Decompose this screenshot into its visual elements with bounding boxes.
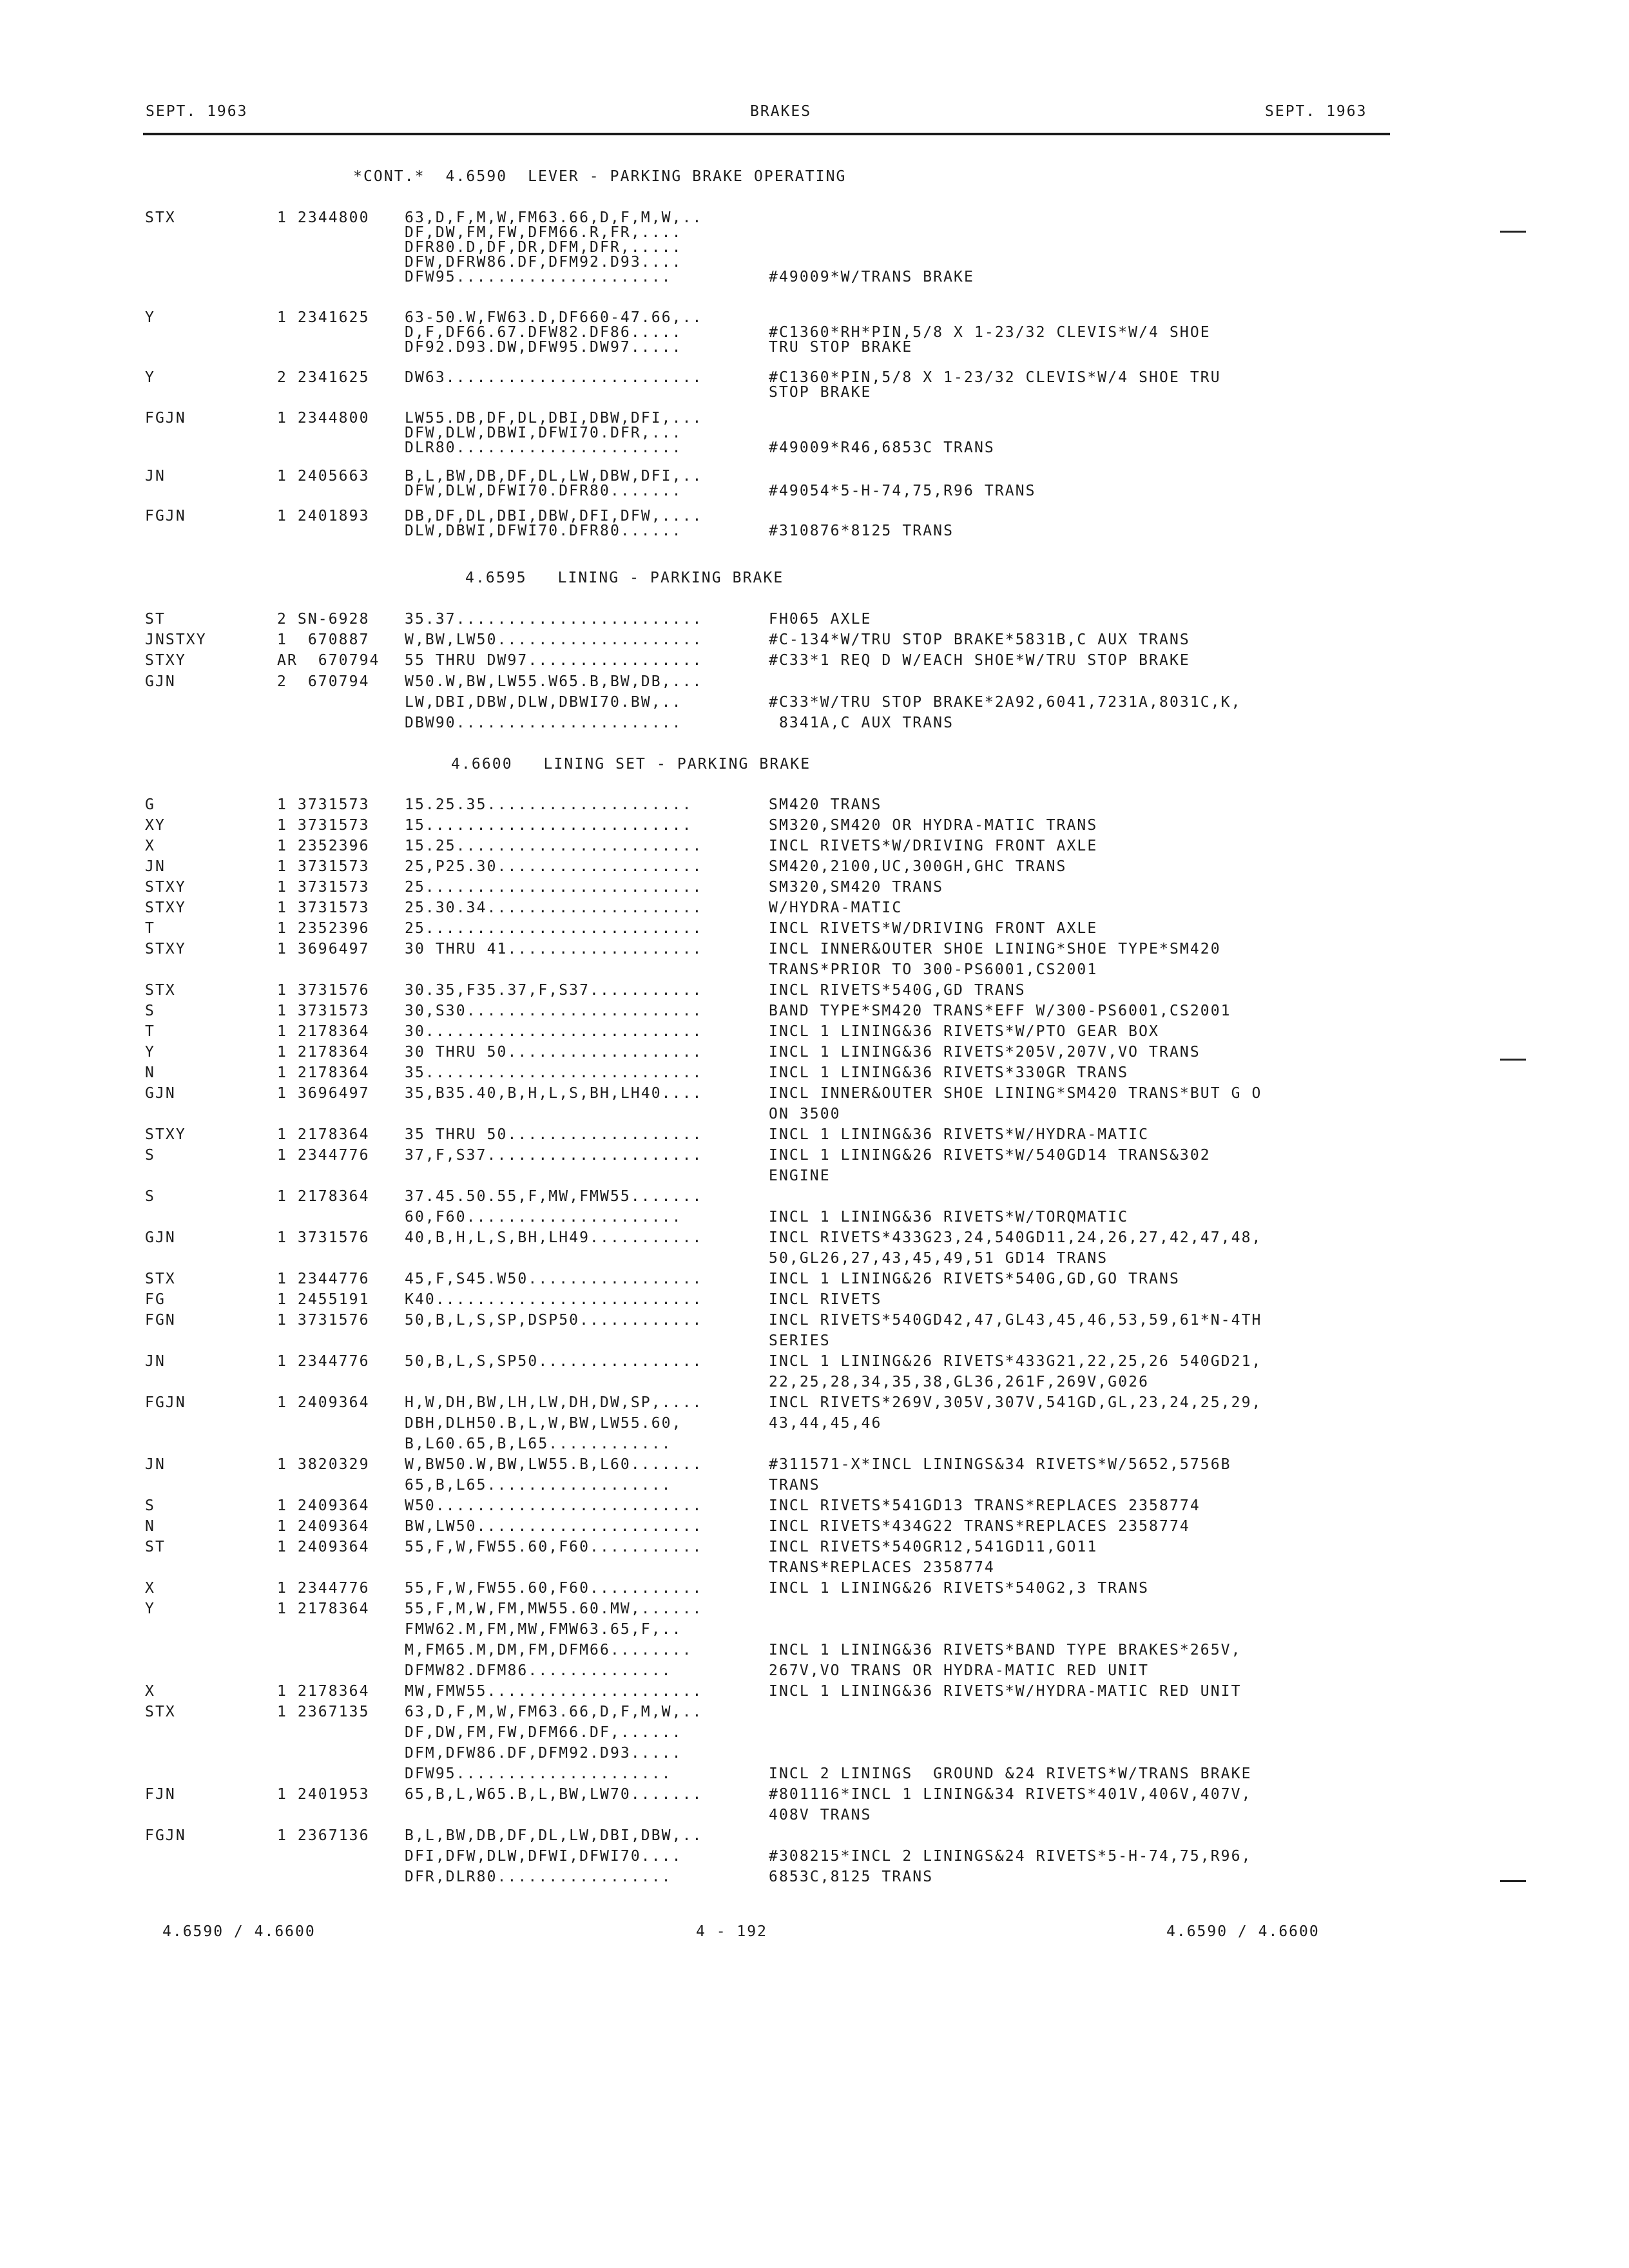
application: DLW,DBWI,DFWI70.DFR80...... (405, 523, 682, 539)
remarks: INCL RIVETS (769, 1291, 882, 1308)
model-code: T (145, 1023, 155, 1040)
part-number: 1 2344776 (277, 1271, 370, 1287)
remarks: SM320,SM420 OR HYDRA-MATIC TRANS (769, 817, 1098, 834)
model-code: GJN (145, 1085, 176, 1102)
application: 30........................... (405, 1023, 703, 1040)
part-number: 1 3696497 (277, 1085, 370, 1102)
model-code: X (145, 838, 155, 854)
remarks: #49009*W/TRANS BRAKE (769, 269, 974, 285)
remarks: TRU STOP BRAKE (769, 339, 913, 356)
remarks: 6853C,8125 TRANS (769, 1869, 934, 1885)
model-code: STX (145, 1704, 176, 1720)
remarks: SM320,SM420 TRANS (769, 879, 944, 896)
part-number: 1 3731573 (277, 796, 370, 813)
remarks: ON 3500 (769, 1106, 841, 1122)
model-code: T (145, 920, 155, 937)
application: 35,B35.40,B,H,L,S,BH,LH40.... (405, 1085, 703, 1102)
model-code: FGJN (145, 410, 186, 427)
model-code: XY (145, 817, 166, 834)
application: DFI,DFW,DLW,DFWI,DFWI70.... (405, 1848, 682, 1865)
part-number: 1 3731576 (277, 1229, 370, 1246)
application: 65,B,L65.................. (405, 1477, 672, 1494)
model-code: FJN (145, 1786, 176, 1803)
model-code: Y (145, 369, 155, 386)
model-code: ST (145, 611, 166, 628)
application: 45,F,S45.W50................. (405, 1271, 703, 1287)
part-number: 1 3731573 (277, 817, 370, 834)
remarks: #308215*INCL 2 LININGS&24 RIVETS*5-H-74,75,R96, (769, 1848, 1252, 1865)
application: DB,DF,DL,DBI,DBW,DFI,DFW,.... (405, 508, 703, 524)
remarks: INCL RIVETS*540G,GD TRANS (769, 982, 1026, 999)
application: DFW95..................... (405, 269, 672, 285)
part-number: 1 2178364 (277, 1023, 370, 1040)
model-code: FGJN (145, 508, 186, 524)
remarks: #C-134*W/TRU STOP BRAKE*5831B,C AUX TRANS (769, 631, 1190, 648)
application: 63,D,F,M,W,FM63.66,D,F,M,W,.. (405, 209, 703, 226)
application: 30 THRU 41................... (405, 941, 703, 957)
part-number: 1 2344776 (277, 1147, 370, 1164)
remarks: INCL RIVETS*540GD42,47,GL43,45,46,53,59,61*N-4TH (769, 1312, 1262, 1329)
model-code: N (145, 1518, 155, 1535)
part-number: 1 2344800 (277, 209, 370, 226)
application: DFM,DFW86.DF,DFM92.D93..... (405, 1745, 682, 1762)
remarks: #C1360*RH*PIN,5/8 X 1-23/32 CLEVIS*W/4 SHOE (769, 324, 1211, 341)
model-code: STX (145, 209, 176, 226)
application: 35........................... (405, 1064, 703, 1081)
part-number: 1 2178364 (277, 1126, 370, 1143)
application: 50,B,L,S,SP50................ (405, 1353, 703, 1370)
remarks: #49054*5-H-74,75,R96 TRANS (769, 483, 1036, 499)
application: DFR,DLR80................. (405, 1869, 672, 1885)
application: 55,F,M,W,FM,MW55.60.MW,...... (405, 1600, 703, 1617)
remarks: SERIES (769, 1332, 831, 1349)
part-number: 1 2178364 (277, 1188, 370, 1205)
remarks: BAND TYPE*SM420 TRANS*EFF W/300-PS6001,CS2001 (769, 1003, 1231, 1019)
part-number: 1 2455191 (277, 1291, 370, 1308)
header-date-left: SEPT. 1963 (146, 103, 248, 120)
model-code: FGJN (145, 1827, 186, 1844)
application: W,BW50.W,BW,LW55.B,L60....... (405, 1456, 703, 1473)
application: 25........................... (405, 920, 703, 937)
model-code: S (145, 1003, 155, 1019)
remarks: #801116*INCL 1 LINING&34 RIVETS*401V,406V,407V, (769, 1786, 1252, 1803)
part-number: 1 3731576 (277, 982, 370, 999)
part-number: 2 2341625 (277, 369, 370, 386)
model-code: STXY (145, 899, 186, 916)
footer-section-right: 4.6590 / 4.6600 (1166, 1923, 1320, 1940)
application: DFW95..................... (405, 1765, 672, 1782)
part-number: 2 670794 (277, 673, 370, 690)
part-number: 1 2409364 (277, 1539, 370, 1555)
remarks: INCL 1 LINING&36 RIVETS*W/PTO GEAR BOX (769, 1023, 1159, 1040)
remarks: STOP BRAKE (769, 384, 872, 401)
part-number: 1 2344776 (277, 1353, 370, 1370)
footer-page-number: 4 - 192 (696, 1923, 767, 1940)
application: B,L,BW,DB,DF,DL,LW,DBI,DBW,.. (405, 1827, 703, 1844)
remarks: INCL RIVETS*540GR12,541GD11,GO11 (769, 1539, 1098, 1555)
remarks: INCL 1 LINING&26 RIVETS*540G2,3 TRANS (769, 1580, 1150, 1597)
model-code: FGJN (145, 1394, 186, 1411)
part-number: 1 670887 (277, 631, 370, 648)
remarks: INCL 1 LINING&36 RIVETS*W/HYDRA-MATIC RED UNIT (769, 1683, 1242, 1700)
application: 55,F,W,FW55.60,F60........... (405, 1539, 703, 1555)
remarks: INCL 1 LINING&36 RIVETS*205V,207V,VO TRANS (769, 1044, 1200, 1061)
part-number: 1 2409364 (277, 1394, 370, 1411)
model-code: Y (145, 309, 155, 326)
remarks: INCL INNER&OUTER SHOE LINING*SM420 TRANS*BUT G O (769, 1085, 1262, 1102)
margin-mark (1500, 1059, 1526, 1061)
application: DBW90...................... (405, 715, 682, 731)
part-number: 1 2401953 (277, 1786, 370, 1803)
application: FMW62.M,FM,MW,FMW63.65,F,.. (405, 1621, 682, 1638)
remarks: INCL 1 LINING&36 RIVETS*W/HYDRA-MATIC (769, 1126, 1150, 1143)
application: M,FM65.M,DM,FM,DFM66........ (405, 1642, 693, 1658)
application: DFMW82.DFM86.............. (405, 1662, 672, 1679)
application: LW55.DB,DF,DL,DBI,DBW,DFI,... (405, 410, 703, 427)
part-number: 1 2367136 (277, 1827, 370, 1844)
application: 30 THRU 50................... (405, 1044, 703, 1061)
remarks: 22,25,28,34,35,38,GL36,261F,269V,G026 (769, 1374, 1150, 1390)
model-code: STXY (145, 941, 186, 957)
part-number: 1 2341625 (277, 309, 370, 326)
model-code: JN (145, 858, 166, 875)
remarks: INCL RIVETS*W/DRIVING FRONT AXLE (769, 838, 1098, 854)
part-number: 1 2405663 (277, 468, 370, 485)
header-rule (143, 133, 1390, 135)
application: 63,D,F,M,W,FM63.66,D,F,M,W,.. (405, 1704, 703, 1720)
remarks: #311571-X*INCL LININGS&34 RIVETS*W/5652,5756B (769, 1456, 1231, 1473)
part-number: 1 2344800 (277, 410, 370, 427)
section-heading: 4.6600 LINING SET - PARKING BRAKE (451, 756, 811, 773)
application: 25.30.34..................... (405, 899, 703, 916)
model-code: JNSTXY (145, 631, 207, 648)
model-code: GJN (145, 673, 176, 690)
application: 35 THRU 50................... (405, 1126, 703, 1143)
model-code: JN (145, 468, 166, 485)
application: 15.......................... (405, 817, 693, 834)
model-code: STXY (145, 1126, 186, 1143)
remarks: #49009*R46,6853C TRANS (769, 439, 995, 456)
part-number: 2 SN-6928 (277, 611, 370, 628)
remarks: INCL INNER&OUTER SHOE LINING*SHOE TYPE*SM420 (769, 941, 1221, 957)
remarks: INCL RIVETS*541GD13 TRANS*REPLACES 2358774 (769, 1497, 1200, 1514)
part-number: 1 2367135 (277, 1704, 370, 1720)
application: DF,DW,FM,FW,DFM66.R,FR,.... (405, 224, 682, 241)
part-number: 1 3731573 (277, 899, 370, 916)
remarks: INCL RIVETS*269V,305V,307V,541GD,GL,23,24,25,29, (769, 1394, 1262, 1411)
application: 25,P25.30.................... (405, 858, 703, 875)
remarks: INCL 1 LINING&26 RIVETS*W/540GD14 TRANS&302 (769, 1147, 1211, 1164)
remarks: 408V TRANS (769, 1807, 872, 1823)
model-code: FG (145, 1291, 166, 1308)
remarks: 267V,VO TRANS OR HYDRA-MATIC RED UNIT (769, 1662, 1150, 1679)
remarks: 43,44,45,46 (769, 1415, 882, 1432)
part-number: 1 3731573 (277, 858, 370, 875)
application: MW,FMW55..................... (405, 1683, 703, 1700)
application: 15.25........................ (405, 838, 703, 854)
model-code: ST (145, 1539, 166, 1555)
model-code: S (145, 1188, 155, 1205)
application: DFW,DLW,DFWI70.DFR80....... (405, 483, 682, 499)
part-number: 1 2409364 (277, 1518, 370, 1535)
application: W,BW,LW50.................... (405, 631, 703, 648)
application: H,W,DH,BW,LH,LW,DH,DW,SP,.... (405, 1394, 703, 1411)
part-number: 1 2401893 (277, 508, 370, 524)
part-number: 1 2344776 (277, 1580, 370, 1597)
part-number: 1 2178364 (277, 1044, 370, 1061)
model-code: Y (145, 1044, 155, 1061)
model-code: STXY (145, 652, 186, 669)
application: DLR80...................... (405, 439, 682, 456)
application: LW,DBI,DBW,DLW,DBWI70.BW,.. (405, 694, 682, 711)
part-number: 1 2409364 (277, 1497, 370, 1514)
application: DBH,DLH50.B,L,W,BW,LW55.60, (405, 1415, 682, 1432)
part-number: AR 670794 (277, 652, 380, 669)
application: DF92.D93.DW,DFW95.DW97..... (405, 339, 682, 356)
application: DFW,DFRW86.DF,DFM92.D93.... (405, 254, 682, 271)
remarks: INCL 1 LINING&36 RIVETS*330GR TRANS (769, 1064, 1129, 1081)
model-code: GJN (145, 1229, 176, 1246)
margin-mark (1500, 1880, 1526, 1882)
model-code: X (145, 1683, 155, 1700)
application: 30,S30....................... (405, 1003, 703, 1019)
application: 37,F,S37..................... (405, 1147, 703, 1164)
model-code: N (145, 1064, 155, 1081)
model-code: FGN (145, 1312, 176, 1329)
model-code: X (145, 1580, 155, 1597)
application: DF,DW,FM,FW,DFM66.DF,...... (405, 1724, 682, 1741)
application: K40.......................... (405, 1291, 703, 1308)
model-code: Y (145, 1600, 155, 1617)
model-code: JN (145, 1353, 166, 1370)
part-number: 1 2178364 (277, 1683, 370, 1700)
footer-section-left: 4.6590 / 4.6600 (162, 1923, 316, 1940)
part-number: 1 3820329 (277, 1456, 370, 1473)
header-title: BRAKES (750, 103, 812, 120)
model-code: STX (145, 982, 176, 999)
remarks: #C1360*PIN,5/8 X 1-23/32 CLEVIS*W/4 SHOE TRU (769, 369, 1221, 386)
remarks: 8341A,C AUX TRANS (769, 715, 954, 731)
application: D,F,DF66.67.DFW82.DF86..... (405, 324, 682, 341)
section-heading: 4.6595 LINING - PARKING BRAKE (465, 570, 784, 586)
application: 15.25.35.................... (405, 796, 693, 813)
remarks: TRANS*PRIOR TO 300-PS6001,CS2001 (769, 961, 1098, 978)
remarks: SM420 TRANS (769, 796, 882, 813)
remarks: #C33*1 REQ D W/EACH SHOE*W/TRU STOP BRAKE (769, 652, 1190, 669)
remarks: INCL 1 LINING&26 RIVETS*433G21,22,25,26 540GD21, (769, 1353, 1262, 1370)
margin-mark (1500, 231, 1526, 233)
application: 55,F,W,FW55.60,F60........... (405, 1580, 703, 1597)
application: DFW,DLW,DBWI,DFWI70.DFR,... (405, 425, 682, 441)
part-number: 1 2178364 (277, 1064, 370, 1081)
part-number: 1 2178364 (277, 1600, 370, 1617)
remarks: SM420,2100,UC,300GH,GHC TRANS (769, 858, 1067, 875)
remarks: #310876*8125 TRANS (769, 523, 954, 539)
application: DW63......................... (405, 369, 703, 386)
application: B,L,BW,DB,DF,DL,LW,DBW,DFI,.. (405, 468, 703, 485)
application: DFR80.D,DF,DR,DFM,DFR,..... (405, 239, 682, 256)
header-date-right: SEPT. 1963 (1265, 103, 1367, 120)
application: W50.......................... (405, 1497, 703, 1514)
application: B,L60.65,B,L65............ (405, 1436, 672, 1452)
remarks: INCL 2 LININGS GROUND &24 RIVETS*W/TRANS BRAKE (769, 1765, 1252, 1782)
application: 25........................... (405, 879, 703, 896)
application: BW,LW50...................... (405, 1518, 703, 1535)
model-code: JN (145, 1456, 166, 1473)
part-number: 1 3731573 (277, 1003, 370, 1019)
remarks: TRANS (769, 1477, 820, 1494)
remarks: INCL 1 LINING&36 RIVETS*W/TORQMATIC (769, 1209, 1129, 1225)
remarks: INCL 1 LINING&36 RIVETS*BAND TYPE BRAKES*265V, (769, 1642, 1242, 1658)
application: W50.W,BW,LW55.W65.B,BW,DB,... (405, 673, 703, 690)
part-number: 1 2352396 (277, 838, 370, 854)
application: 55 THRU DW97................. (405, 652, 703, 669)
application: 30.35,F35.37,F,S37........... (405, 982, 703, 999)
application: 37.45.50.55,F,MW,FMW55....... (405, 1188, 703, 1205)
application: 40,B,H,L,S,BH,LH49........... (405, 1229, 703, 1246)
application: 65,B,L,W65.B,L,BW,LW70....... (405, 1786, 703, 1803)
part-number: 1 2352396 (277, 920, 370, 937)
model-code: STX (145, 1271, 176, 1287)
model-code: S (145, 1497, 155, 1514)
model-code: G (145, 796, 155, 813)
remarks: FH065 AXLE (769, 611, 872, 628)
application: 50,B,L,S,SP,DSP50............ (405, 1312, 703, 1329)
model-code: S (145, 1147, 155, 1164)
remarks: INCL RIVETS*433G23,24,540GD11,24,26,27,42,47,48, (769, 1229, 1262, 1246)
part-number: 1 3696497 (277, 941, 370, 957)
remarks: ENGINE (769, 1168, 831, 1184)
remarks: INCL RIVETS*W/DRIVING FRONT AXLE (769, 920, 1098, 937)
remarks: #C33*W/TRU STOP BRAKE*2A92,6041,7231A,8031C,K, (769, 694, 1242, 711)
remarks: INCL 1 LINING&26 RIVETS*540G,GD,GO TRANS (769, 1271, 1180, 1287)
remarks: INCL RIVETS*434G22 TRANS*REPLACES 2358774 (769, 1518, 1190, 1535)
remarks: 50,GL26,27,43,45,49,51 GD14 TRANS (769, 1250, 1108, 1267)
model-code: STXY (145, 879, 186, 896)
part-number: 1 3731573 (277, 879, 370, 896)
application: 63-50.W,FW63.D,DF660-47.66,.. (405, 309, 703, 326)
application: 35.37........................ (405, 611, 703, 628)
remarks: TRANS*REPLACES 2358774 (769, 1559, 995, 1576)
section-heading: *CONT.* 4.6590 LEVER - PARKING BRAKE OPERATING (353, 168, 847, 185)
part-number: 1 3731576 (277, 1312, 370, 1329)
application: 60,F60..................... (405, 1209, 682, 1225)
remarks: W/HYDRA-MATIC (769, 899, 903, 916)
